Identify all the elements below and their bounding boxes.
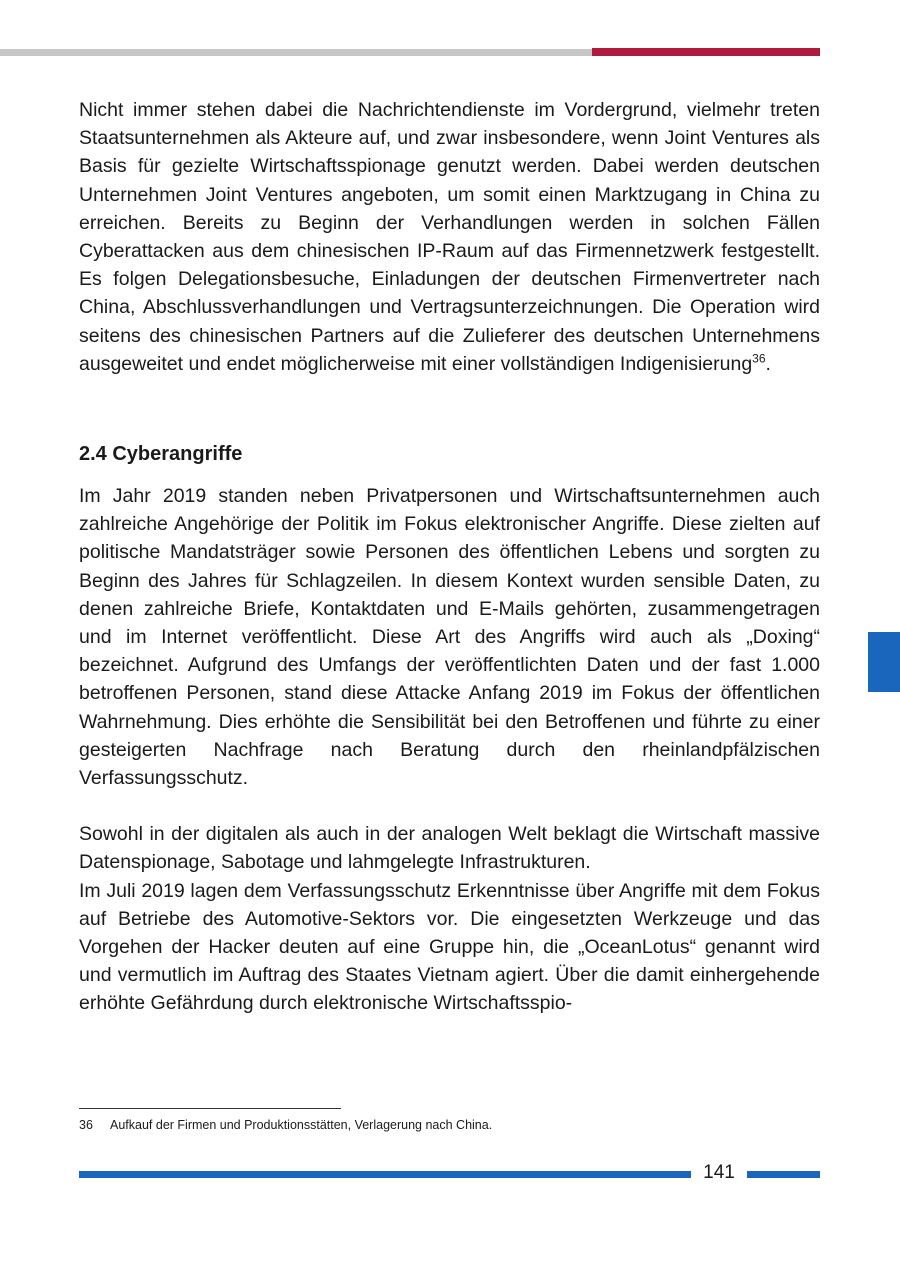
footer-bar-right xyxy=(747,1171,820,1178)
footnote-text: Aufkauf der Firmen und Produktionsstätten, Verlagerung nach China. xyxy=(110,1118,493,1132)
paragraph-spacer xyxy=(79,792,820,820)
section-paragraph-1: Im Jahr 2019 standen neben Privatpersonen und Wirtschaftsunternehmen auch zahlreiche Angehörige der Politik im Fokus elektronischer Angriffe. Diese zielten auf politische Mandatsträger sowie Personen des öffentlichen Lebens und sorgten zu Beginn des Jahres für Schlagzeilen. In diesem Kontext wurden sensible Daten, zu denen zahlreiche Briefe, Kontaktdaten und E-Mails gehörten, zusammengetragen und im Internet veröffentlicht. Diese Art des Angriffs wird auch als „Doxing“ bezeichnet. Aufgrund des Umfangs der veröffentlichten Daten und der fast 1.000 betroffenen Personen, stand diese Attacke Anfang 2019 im Fokus der öffentlichen Wahrnehmung. Dies erhöhte die Sensibilität bei den Betroffenen und führte zu einer gesteigerten Nachfrage nach Beratung durch den rheinlandpfälzischen Verfassungsschutz. xyxy=(79,485,820,790)
section-paragraph-3: Im Juli 2019 lagen dem Verfassungsschutz Erkenntnisse über Angriffe mit dem Fokus auf Betriebe des Automotive-Sektors vor. Die eingesetzten Werkzeuge und das Vorgehen der Hacker deuten auf eine Gruppe hin, die „OceanLotus“ genannt wird und vermutlich im Auftrag des Staates Vietnam agiert. Über die damit einhergehende erhöhte Gefährdung durch elektronische Wirtschaftsspio- xyxy=(79,879,820,1015)
footnote-number: 36 xyxy=(79,1118,93,1132)
intro-paragraph-text: Nicht immer stehen dabei die Nachrichtendienste im Vordergrund, vielmehr treten Staatsunternehmen als Akteure auf, und zwar insbesondere, wenn Joint Ventures als Basis für gezielte Wirtschaftsspionage genutzt werden. Dabei werden deutschen Unternehmen Joint Ventures angeboten, um somit einen Marktzugang in China zu erreichen. Bereits zu Beginn der Verhandlungen werden in solchen Fällen Cyberattacken aus dem chinesischen IP-Raum auf das Firmennetzwerk festgestellt. Es folgen Delegationsbesuche, Einladungen der deutschen Firmenvertreter nach China, Abschlussverhandlungen und Vertragsunterzeichnungen. Die Operation wird seitens des chinesischen Partners auf die Zulieferer des deutschen Unternehmens ausgeweitet und endet möglicherweise mit einer vollständigen Indigenisierung xyxy=(79,99,820,375)
footnote-divider xyxy=(79,1108,341,1109)
chapter-side-tab xyxy=(868,632,900,692)
header-bar-gray xyxy=(0,49,592,56)
section-heading: 2.4 Cyberangriffe xyxy=(79,443,243,466)
header-bar-red xyxy=(592,48,820,56)
intro-paragraph-end: . xyxy=(765,352,771,375)
section-paragraph-2: Sowohl in der digitalen als auch in der analogen Welt beklagt die Wirtschaft massive Datenspionage, Sabotage und lahmgelegte Infrastrukturen. xyxy=(79,823,820,874)
intro-paragraph xyxy=(79,96,820,378)
footnote xyxy=(79,1117,492,1133)
footnote-reference: 36 xyxy=(752,351,766,366)
page-content xyxy=(79,96,820,1018)
section-spacer xyxy=(79,378,820,440)
footer-bar-left xyxy=(79,1171,691,1178)
page-number: 141 xyxy=(703,1162,735,1183)
